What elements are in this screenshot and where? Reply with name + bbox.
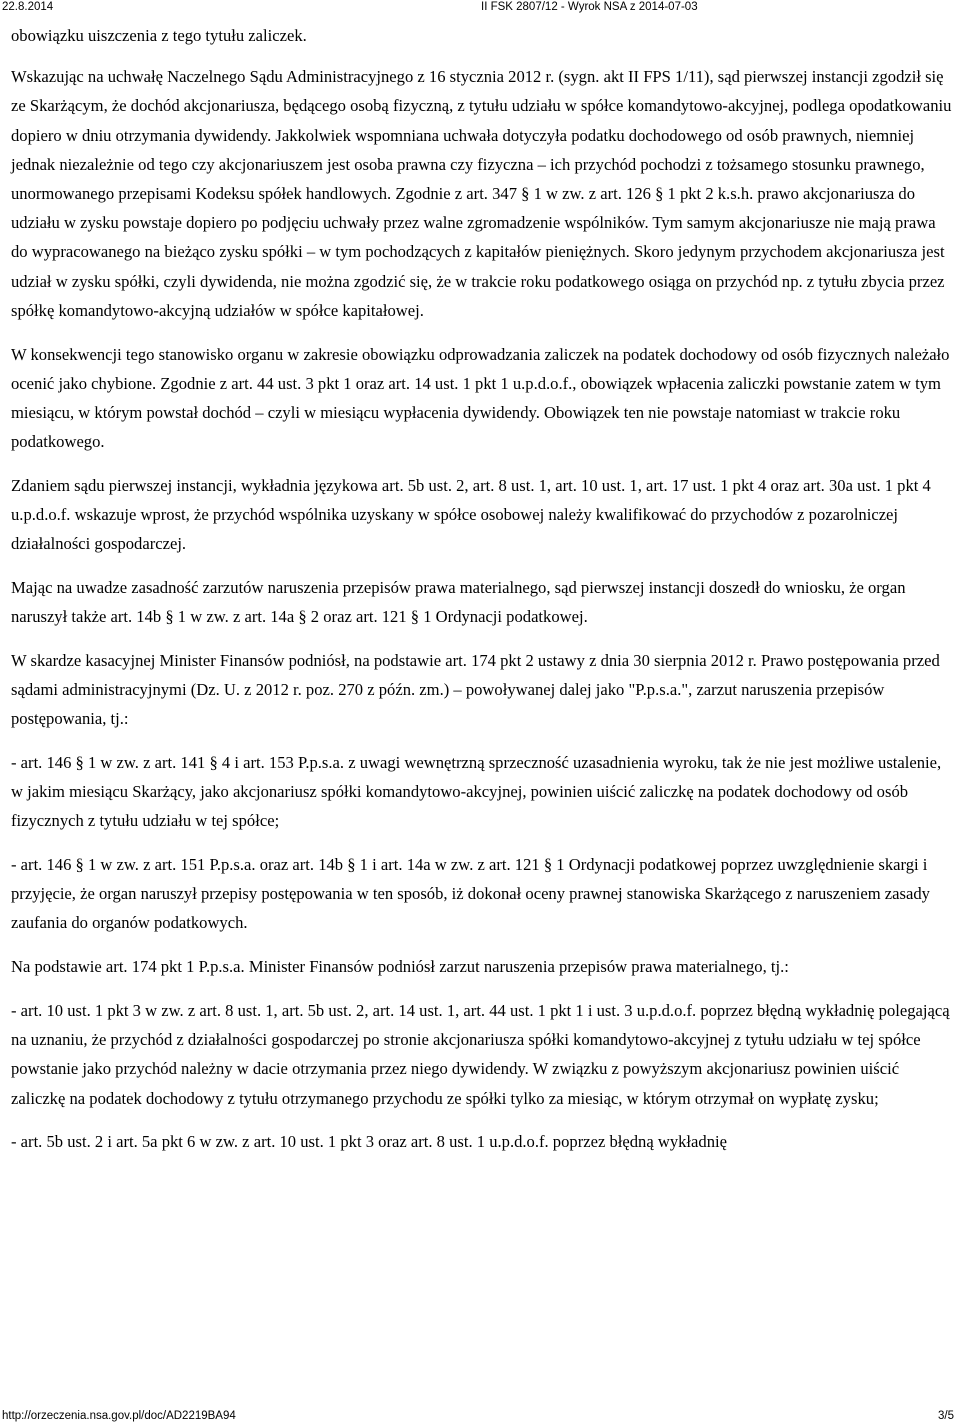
- paragraph: - art. 146 § 1 w zw. z art. 151 P.p.s.a. oraz art. 14b § 1 i art. 14a w zw. z art. 121 § 1 Ordynacji podatkowej poprzez uwzględnienie skargi i przyjęcie, że organ naruszył przepisy postępowania w ten sposób, iż dokonał oceny prawnej stanowiska Skarżącego z naruszeniem zasady zaufania do organów podatkowych.: [11, 855, 930, 933]
- paragraph: - art. 10 ust. 1 pkt 3 w zw. z art. 8 ust. 1, art. 5b ust. 2, art. 14 ust. 1, art. 44 ust. 1 pkt 1 i ust. 3 u.p.d.o.f. poprzez błędną wykładnię polegającą na uznaniu, że przychód z działalności gospodarczej po stronie akcjonariusza spółki komandytowo-akcyjnej z tytułu udziału w tej spółce powstanie jako przychód należny w dacie otrzymania przez niego dywidendy. W związku z powyższym akcjonariusz powinien uiścić zaliczkę na podatek dochodowy z tytułu otrzymanego przychodu ze spółki tylko za miesiąc, w którym otrzymał on wypłatę zysku;: [11, 1000, 950, 1108]
- paragraph: Wskazując na uchwałę Naczelnego Sądu Administracyjnego z 16 stycznia 2012 r. (sygn. akt II FPS 1/11), sąd pierwszej instancji zgodził się ze Skarżącym, że dochód akcjonariusza, będącego osobą fizyczną, z tytułu udziału w spółce komandytowo-akcyjnej, podlega opodatkowaniu dopiero w dniu otrzymania dywidendy. Jakkolwiek wspomniana uchwała dotyczyła podatku dochodowego od osób prawnych, niemniej jednak niezależnie od tego czy akcjonariuszem jest osoba prawna czy fizyczna – ich przychód pochodzi z tożsamego stosunku prawnego, unormowanego przepisami Kodeksu spółek handlowych. Zgodnie z art. 347 § 1 w zw. z art. 126 § 1 pkt 2 k.s.h. prawo akcjonariusza do udziału w zysku powstaje dopiero po podjęciu uchwały przez walne zgromadzenie wspólników. Tym samym akcjonariusze nie mają prawa do wypracowanego na bieżąco zysku spółki – w tym pochodzących z kapitałów pieniężnych. Skoro jedynym przychodem akcjonariusza jest udział w zysku spółki, czyli dywidenda, nie można zgodzić się, że w trakcie roku podatkowego osiąga on przychód np. z tytułu zbycia przez spółkę komandytowo-akcyjną udziałów w spółce kapitałowej.: [11, 67, 952, 320]
- paragraph: W konsekwencji tego stanowisko organu w zakresie obowiązku odprowadzania zaliczek na podatek dochodowy od osób fizycznych należało ocenić jako chybione. Zgodnie z art. 44 ust. 3 pkt 1 oraz art. 14 ust. 1 pkt 1 u.p.d.o.f., obowiązek wpłacenia zaliczki powstanie zatem w tym miesiącu, w którym powstał dochód – czyli w miesiącu wypłacenia dywidendy. Obowiązek ten nie powstaje natomiast w trakcie roku podatkowego.: [11, 344, 950, 452]
- document-title: II FSK 2807/12 - Wyrok NSA z 2014-07-03: [481, 1, 698, 13]
- print-footer: [0, 1409, 960, 1425]
- paragraph: Zdaniem sądu pierwszej instancji, wykładnia językowa art. 5b ust. 2, art. 8 ust. 1, art. 10 ust. 1, art. 17 ust. 1 pkt 4 oraz art. 30a ust. 1 pkt 4 u.p.d.o.f. wskazuje wprost, że przychód wspólnika uzyskany w spółce osobowej należy kwalifikować do przychodów z pozarolniczej działalności gospodarczej.: [11, 475, 931, 554]
- paragraph: - art. 146 § 1 w zw. z art. 141 § 4 i art. 153 P.p.s.a. z uwagi wewnętrzną sprzeczność uzasadnienia wyroku, tak że nie jest możliwe ustalenie, w jakim miesiącu Skarżący, jako akcjonariusz spółki komandytowo-akcyjnej, powinien uiścić zaliczkę na podatek dochodowy od osób fizycznych z tytułu udziału w tej spółce;: [11, 752, 942, 831]
- print-date: 22.8.2014: [2, 1, 54, 13]
- paragraph: - art. 5b ust. 2 i art. 5a pkt 6 w zw. z art. 10 ust. 1 pkt 3 oraz art. 8 ust. 1 u.p.d.o.f. poprzez błędną wykładnię: [11, 1132, 727, 1152]
- paragraph: W skardze kasacyjnej Minister Finansów podniósł, na podstawie art. 174 pkt 2 ustawy z dnia 30 sierpnia 2012 r. Prawo postępowania przed sądami administracyjnymi (Dz. U. z 2012 r. poz. 270 z późn. zm.) – powoływanej dalej jako "P.p.s.a.", zarzut naruszenia przepisów postępowania, tj.:: [11, 650, 940, 729]
- paragraph: Mając na uwadze zasadność zarzutów naruszenia przepisów prawa materialnego, sąd pierwszej instancji doszedł do wniosku, że organ naruszył także art. 14b § 1 w zw. z art. 14a § 2 oraz art. 121 § 1 Ordynacji podatkowej.: [11, 577, 906, 627]
- paragraph: obowiązku uiszczenia z tego tytułu zaliczek.: [11, 26, 307, 45]
- document-url: http://orzeczenia.nsa.gov.pl/doc/AD2219BA94: [2, 1410, 236, 1422]
- print-header: [0, 0, 960, 16]
- paragraph: Na podstawie art. 174 pkt 1 P.p.s.a. Minister Finansów podniósł zarzut naruszenia przepisów prawa materialnego, tj.:: [11, 957, 789, 977]
- document-body: [11, 21, 956, 1171]
- page-number: 3/5: [938, 1410, 954, 1422]
